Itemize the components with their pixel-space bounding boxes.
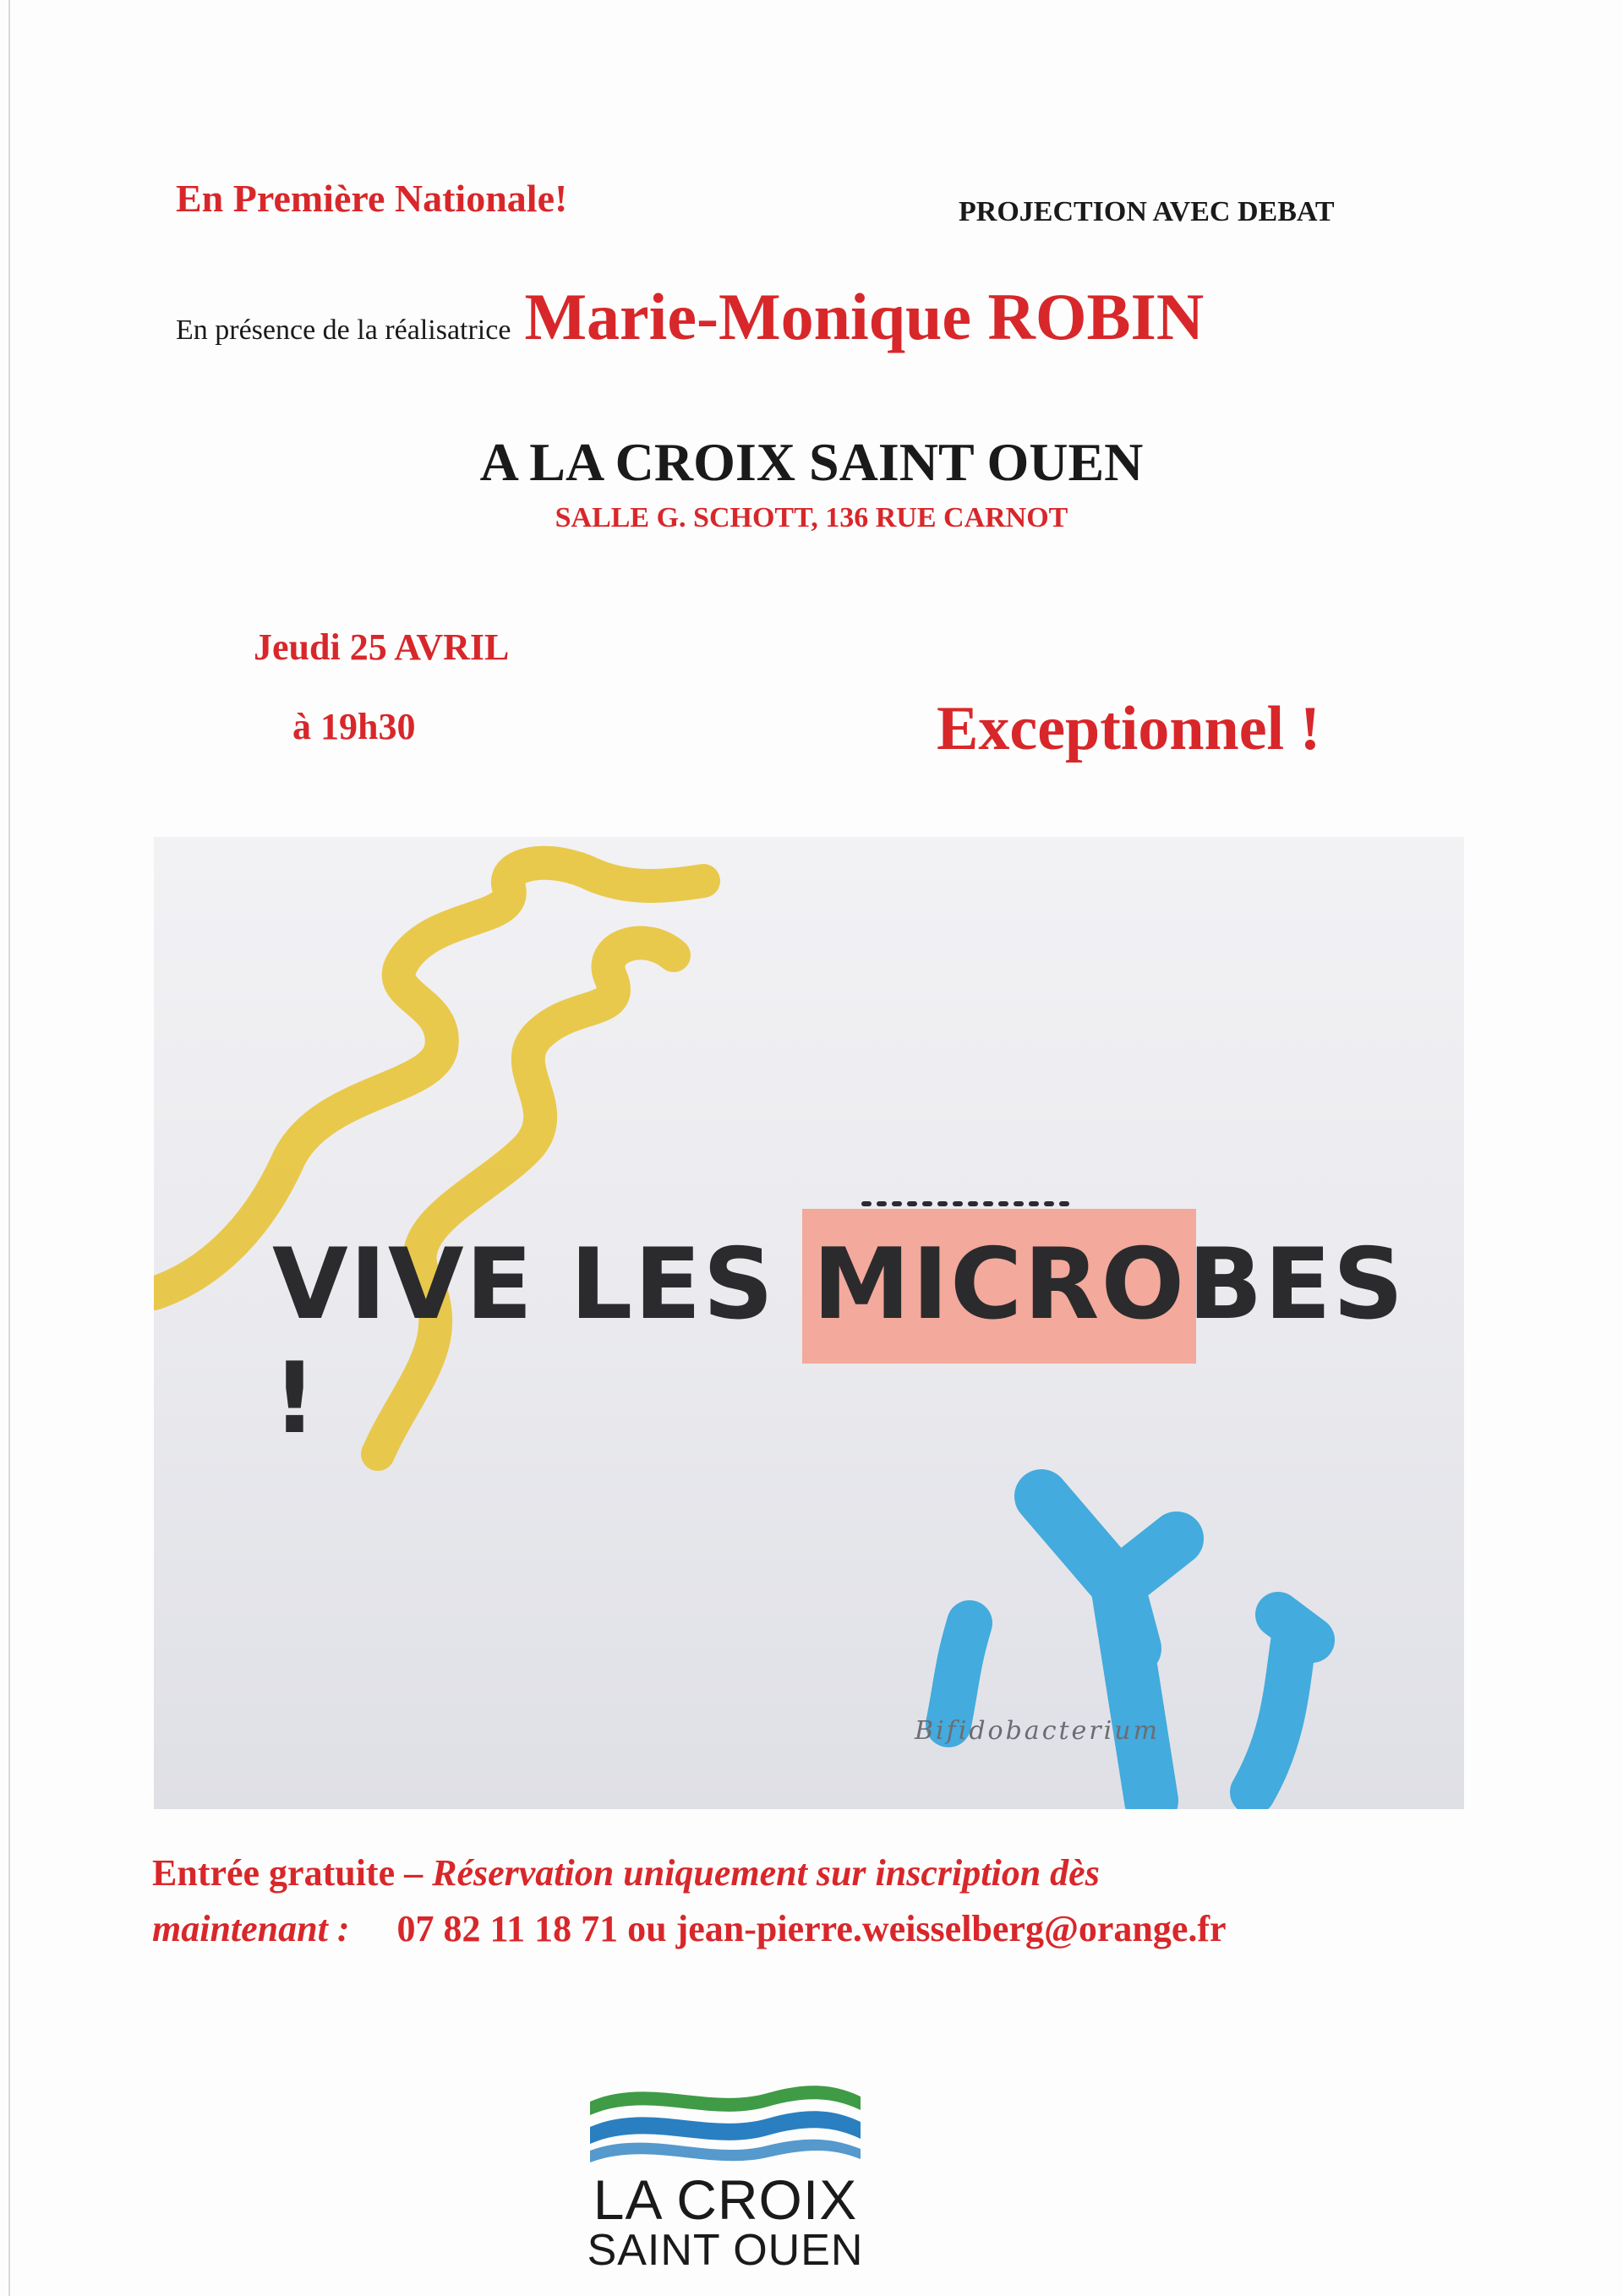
contact-line xyxy=(152,1907,1227,1950)
reservation-continuation: maintenant : xyxy=(152,1908,350,1949)
entry-line xyxy=(152,1851,1100,1894)
free-entry: Entrée gratuite xyxy=(152,1852,396,1894)
blue-bacterium-right xyxy=(1253,1615,1312,1792)
reservation-text: Réservation uniquement sur inscription dès xyxy=(432,1852,1100,1894)
venue-name: A LA CROIX SAINT OUEN xyxy=(479,432,1144,492)
event-time: à 19h30 xyxy=(292,706,416,747)
film-title-highlight: MICRO xyxy=(812,1227,1187,1342)
event-type: PROJECTION AVEC DEBAT xyxy=(959,196,1335,227)
presence-line xyxy=(176,279,1204,355)
film-title-end: BES ! xyxy=(272,1227,1406,1456)
film-title-start: VIVE LES xyxy=(272,1227,812,1342)
town-logo xyxy=(582,2076,869,2279)
contact-email[interactable]: jean-pierre.weisselberg@orange.fr xyxy=(675,1908,1227,1949)
premiere-text: En Première Nationale! xyxy=(176,177,568,220)
entry-separator: – xyxy=(395,1852,433,1894)
director-name: Marie-Monique ROBIN xyxy=(524,280,1205,353)
event-day: Jeudi 25 AVRIL xyxy=(254,626,510,668)
page-edge xyxy=(8,0,10,2296)
exceptional-text: Exceptionnel ! xyxy=(937,694,1321,763)
phone-number[interactable]: 07 82 11 18 71 xyxy=(396,1908,619,1949)
blue-bacterium-small xyxy=(948,1623,970,1725)
film-poster xyxy=(154,837,1464,1809)
logo-text-line1: LA CROIX xyxy=(593,2168,858,2231)
presence-label: En présence de la réalisatrice xyxy=(176,314,511,346)
film-title xyxy=(272,1227,1464,1456)
venue-address: SALLE G. SCHOTT, 136 RUE CARNOT xyxy=(555,502,1068,533)
logo-text-line2: SAINT OUEN xyxy=(587,2226,864,2275)
poster-caption: Bifidobacterium xyxy=(915,1716,1161,1746)
logo-waves-icon xyxy=(582,2076,869,2169)
blue-bacterium-y xyxy=(1041,1496,1177,1801)
contact-or: ou xyxy=(627,1908,667,1949)
